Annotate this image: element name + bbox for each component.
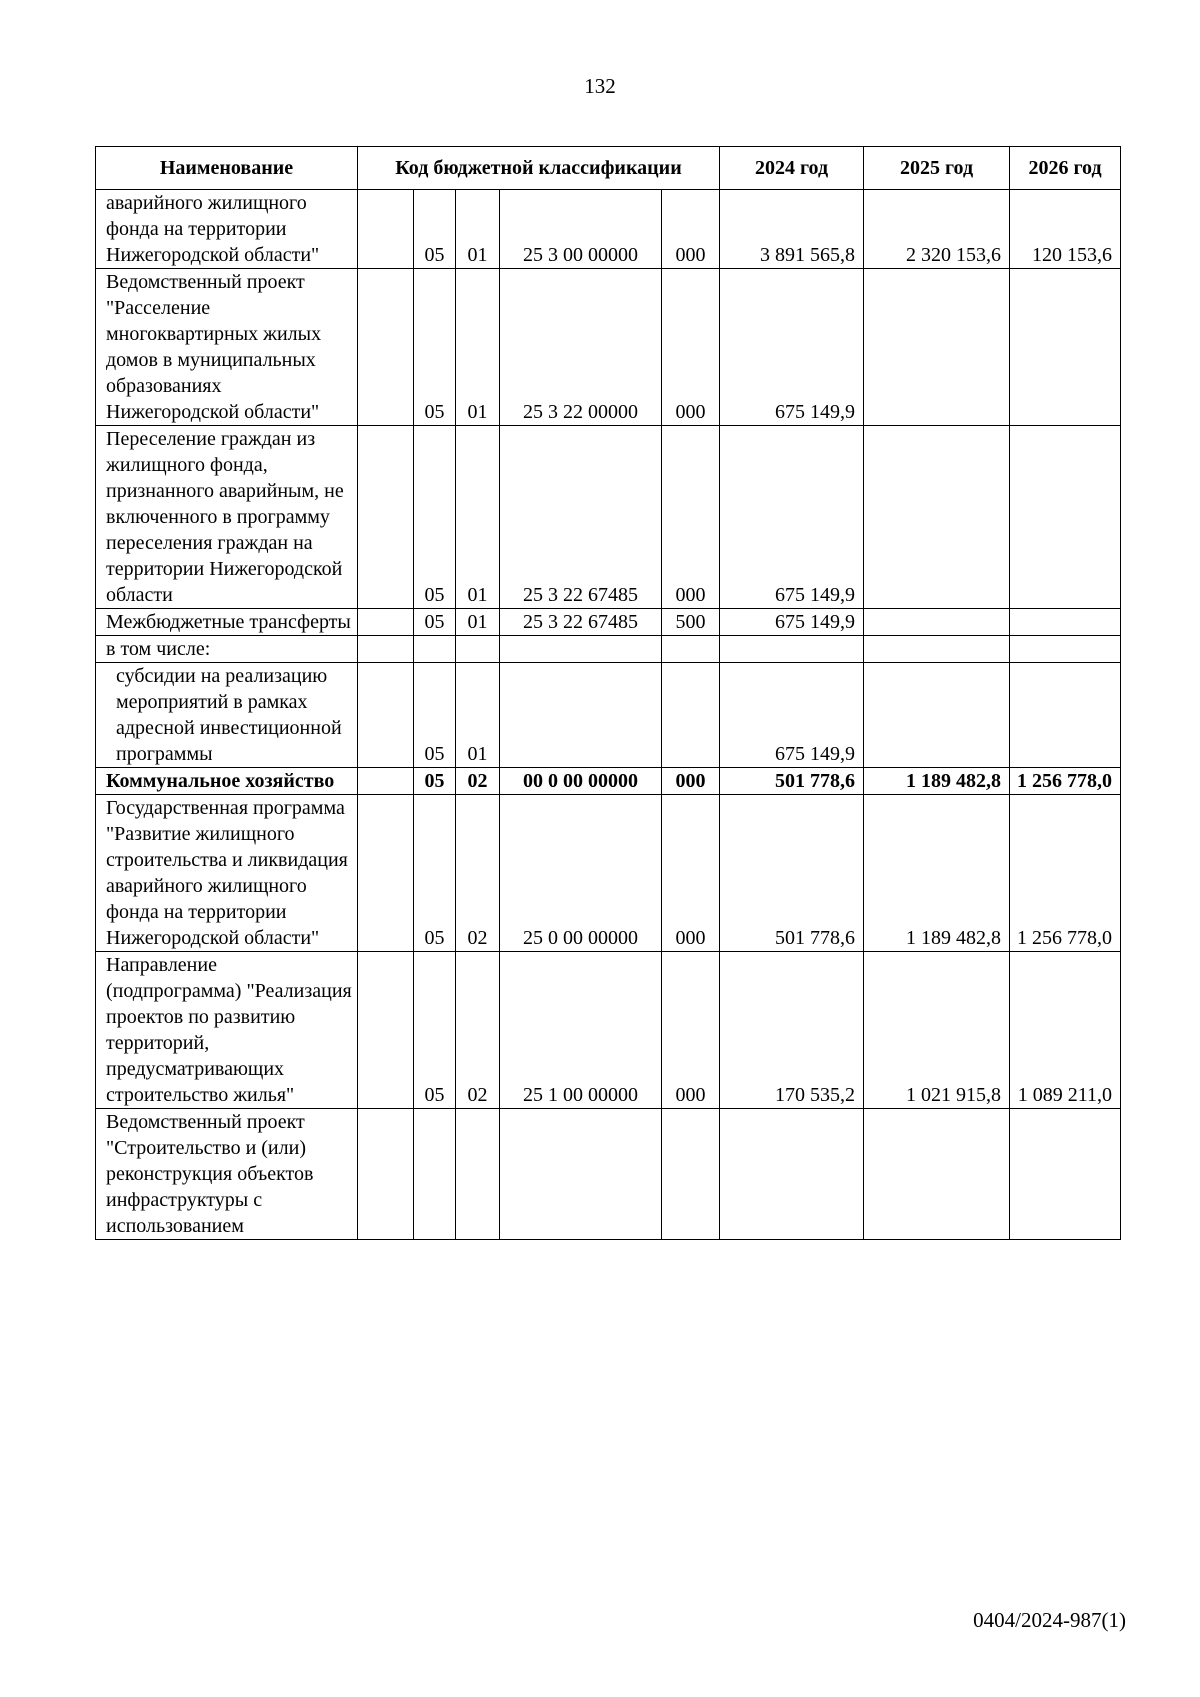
row-value-2024: 675 149,9 (720, 663, 864, 768)
row-code-target: 00 0 00 00000 (500, 768, 662, 795)
table-row (96, 269, 1121, 426)
row-value-2026 (1010, 1109, 1121, 1240)
table-header-row (96, 147, 1121, 190)
row-name: Коммунальное хозяйство (96, 768, 358, 795)
row-value-2026 (1010, 636, 1121, 663)
row-code-expense-type: 000 (662, 190, 720, 269)
table-row (96, 795, 1121, 952)
row-code-1 (358, 609, 414, 636)
row-code-target (500, 1109, 662, 1240)
table-row (96, 1109, 1121, 1240)
row-value-2025 (864, 636, 1010, 663)
row-code-section (414, 636, 456, 663)
row-value-2025 (864, 1109, 1010, 1240)
row-code-target: 25 3 22 67485 (500, 426, 662, 609)
row-code-expense-type (662, 636, 720, 663)
row-name: Межбюджетные трансферты (96, 609, 358, 636)
table-row (96, 426, 1121, 609)
table-row (96, 609, 1121, 636)
row-code-1 (358, 636, 414, 663)
row-value-2024: 501 778,6 (720, 795, 864, 952)
row-code-subsection (456, 636, 500, 663)
row-value-2026 (1010, 269, 1121, 426)
row-value-2026 (1010, 663, 1121, 768)
row-value-2026 (1010, 609, 1121, 636)
row-name: аварийного жилищного фонда на территории Нижегородской области" (96, 190, 358, 269)
row-code-subsection: 01 (456, 269, 500, 426)
row-value-2025 (864, 609, 1010, 636)
row-value-2026 (1010, 426, 1121, 609)
row-code-section (414, 1109, 456, 1240)
table-row (96, 190, 1121, 269)
row-code-target: 25 0 00 00000 (500, 795, 662, 952)
row-code-target (500, 663, 662, 768)
row-code-section: 05 (414, 426, 456, 609)
row-code-expense-type: 000 (662, 426, 720, 609)
row-value-2025: 1 189 482,8 (864, 768, 1010, 795)
row-value-2024: 675 149,9 (720, 609, 864, 636)
table-row (96, 952, 1121, 1109)
row-code-target (500, 636, 662, 663)
row-code-section: 05 (414, 795, 456, 952)
row-code-section: 05 (414, 190, 456, 269)
row-value-2024: 675 149,9 (720, 269, 864, 426)
row-value-2026: 1 256 778,0 (1010, 768, 1121, 795)
table-body (96, 190, 1121, 1240)
row-code-section: 05 (414, 768, 456, 795)
budget-table (95, 146, 1121, 1240)
row-code-subsection: 01 (456, 426, 500, 609)
row-code-1 (358, 795, 414, 952)
row-name: Направление (подпрограмма) "Реализация проектов по развитию территорий, предусматривающих строительство жилья" (96, 952, 358, 1109)
row-code-expense-type (662, 1109, 720, 1240)
row-code-1 (358, 269, 414, 426)
table-row (96, 663, 1121, 768)
row-code-subsection: 01 (456, 663, 500, 768)
row-value-2025 (864, 663, 1010, 768)
row-value-2024: 501 778,6 (720, 768, 864, 795)
row-code-subsection: 02 (456, 768, 500, 795)
row-code-target: 25 3 22 00000 (500, 269, 662, 426)
row-code-expense-type: 000 (662, 952, 720, 1109)
row-code-expense-type (662, 663, 720, 768)
row-name: Ведомственный проект "Строительство и (или) реконструкция объектов инфраструктуры с использованием (96, 1109, 358, 1240)
row-value-2026: 1 256 778,0 (1010, 795, 1121, 952)
row-code-subsection (456, 1109, 500, 1240)
row-name: субсидии на реализацию мероприятий в рамках адресной инвестиционной программы (96, 663, 358, 768)
row-name: Ведомственный проект "Расселение многоквартирных жилых домов в муниципальных образованиях Нижегородской области" (96, 269, 358, 426)
row-code-1 (358, 768, 414, 795)
row-code-expense-type: 000 (662, 269, 720, 426)
row-code-subsection: 01 (456, 609, 500, 636)
row-code-1 (358, 1109, 414, 1240)
row-code-subsection: 02 (456, 795, 500, 952)
row-code-expense-type: 000 (662, 768, 720, 795)
header-2026: 2026 год (1010, 147, 1121, 190)
row-code-section: 05 (414, 663, 456, 768)
row-code-1 (358, 952, 414, 1109)
row-code-target: 25 3 22 67485 (500, 609, 662, 636)
row-value-2025 (864, 269, 1010, 426)
document-registration-code: 0404/2024-987(1) (973, 1608, 1126, 1632)
row-value-2024: 170 535,2 (720, 952, 864, 1109)
row-value-2026: 1 089 211,0 (1010, 952, 1121, 1109)
row-value-2024 (720, 1109, 864, 1240)
row-code-section: 05 (414, 609, 456, 636)
row-code-1 (358, 190, 414, 269)
row-value-2025 (864, 426, 1010, 609)
row-code-1 (358, 663, 414, 768)
row-value-2025: 1 021 915,8 (864, 952, 1010, 1109)
row-value-2025: 2 320 153,6 (864, 190, 1010, 269)
header-code: Код бюджетной классификации (358, 147, 720, 190)
header-name: Наименование (96, 147, 358, 190)
row-value-2025: 1 189 482,8 (864, 795, 1010, 952)
row-code-target: 25 3 00 00000 (500, 190, 662, 269)
row-code-1 (358, 426, 414, 609)
row-name: в том числе: (96, 636, 358, 663)
row-name: Государственная программа "Развитие жилищного строительства и ликвидация аварийного жилищного фонда на территории Нижегородской области" (96, 795, 358, 952)
table-row (96, 768, 1121, 795)
row-value-2026: 120 153,6 (1010, 190, 1121, 269)
row-name: Переселение граждан из жилищного фонда, признанного аварийным, не включенного в программу переселения граждан на территории Нижегородской области (96, 426, 358, 609)
row-code-target: 25 1 00 00000 (500, 952, 662, 1109)
row-code-subsection: 01 (456, 190, 500, 269)
table-row (96, 636, 1121, 663)
row-code-section: 05 (414, 269, 456, 426)
row-value-2024: 675 149,9 (720, 426, 864, 609)
row-code-subsection: 02 (456, 952, 500, 1109)
row-code-expense-type: 500 (662, 609, 720, 636)
row-value-2024: 3 891 565,8 (720, 190, 864, 269)
row-code-expense-type: 000 (662, 795, 720, 952)
row-value-2024 (720, 636, 864, 663)
header-2024: 2024 год (720, 147, 864, 190)
row-code-section: 05 (414, 952, 456, 1109)
page-number: 132 (584, 74, 616, 98)
header-2025: 2025 год (864, 147, 1010, 190)
